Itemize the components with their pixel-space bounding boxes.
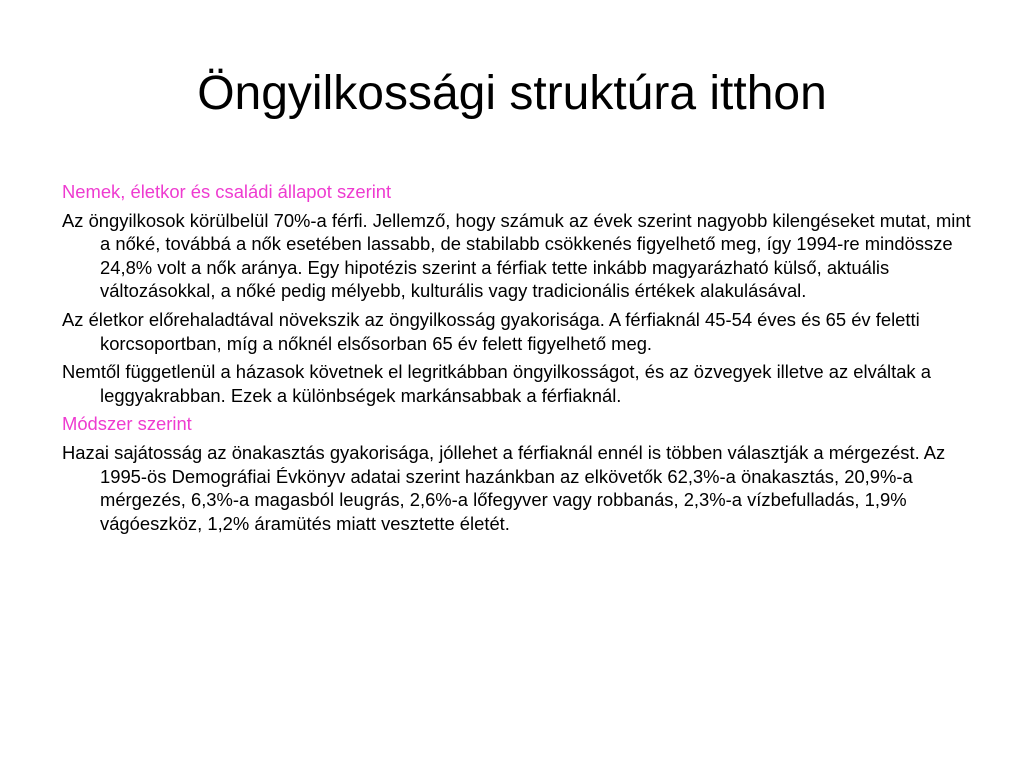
paragraph-age: Az életkor előrehaladtával növekszik az öngyilkosság gyakorisága. A férfiaknál 45-54 éves és 65 év feletti korcsoportban, míg a nőknél elsősorban 65 év felett figyelhető meg. (62, 308, 920, 354)
paragraph-methods: Hazai sajátosság az önakasztás gyakorisága, jóllehet a férfiaknál ennél is többen választják a mérgezést. Az 1995-ös Demográfiai Évkönyv adatai szerint hazánkban az elkövetők 62,3%-a önakasztás, 20,9%-a mérgezés, 6,3%-a magasból leugrás, 2,6%-a lőfegyver vagy robbanás, 2,3%-a vízbefulladás, 1,9% vágóeszköz, 1,2% áramütés miatt vesztette életét. (62, 441, 946, 534)
paragraph-marital-status: Nemtől függetlenül a házasok követnek el legritkábban öngyilkosságot, és az özvegyek illetve az elváltak a leggyakrabban. Ezek a különbségek markánsabbak a férfiaknál. (62, 361, 931, 406)
paragraph-gender: Az öngyilkosok körülbelül 70%-a férfi. Jellemző, hogy számuk az évek szerint nagyobb kilengéseket mutat, mint a nőké, továbbá a nők esetében lassabb, de stabilabb csökkenés figyelhető meg, így 1994-re mindössze 24,8% volt a nők aránya. Egy hipotézis szerint a férfiak tette inkább magyarázható külső, aktuális változásokkal, a nőké pedig mélyebb, kulturális vagy tradicionális értékek alakulásával. (62, 209, 971, 302)
section-heading-demographics: Nemek, életkor és családi állapot szerint (62, 181, 392, 202)
section-heading-method: Módszer szerint (62, 413, 192, 435)
slide-body (62, 180, 972, 540)
slide-title: Öngyilkossági struktúra itthon (197, 67, 827, 120)
